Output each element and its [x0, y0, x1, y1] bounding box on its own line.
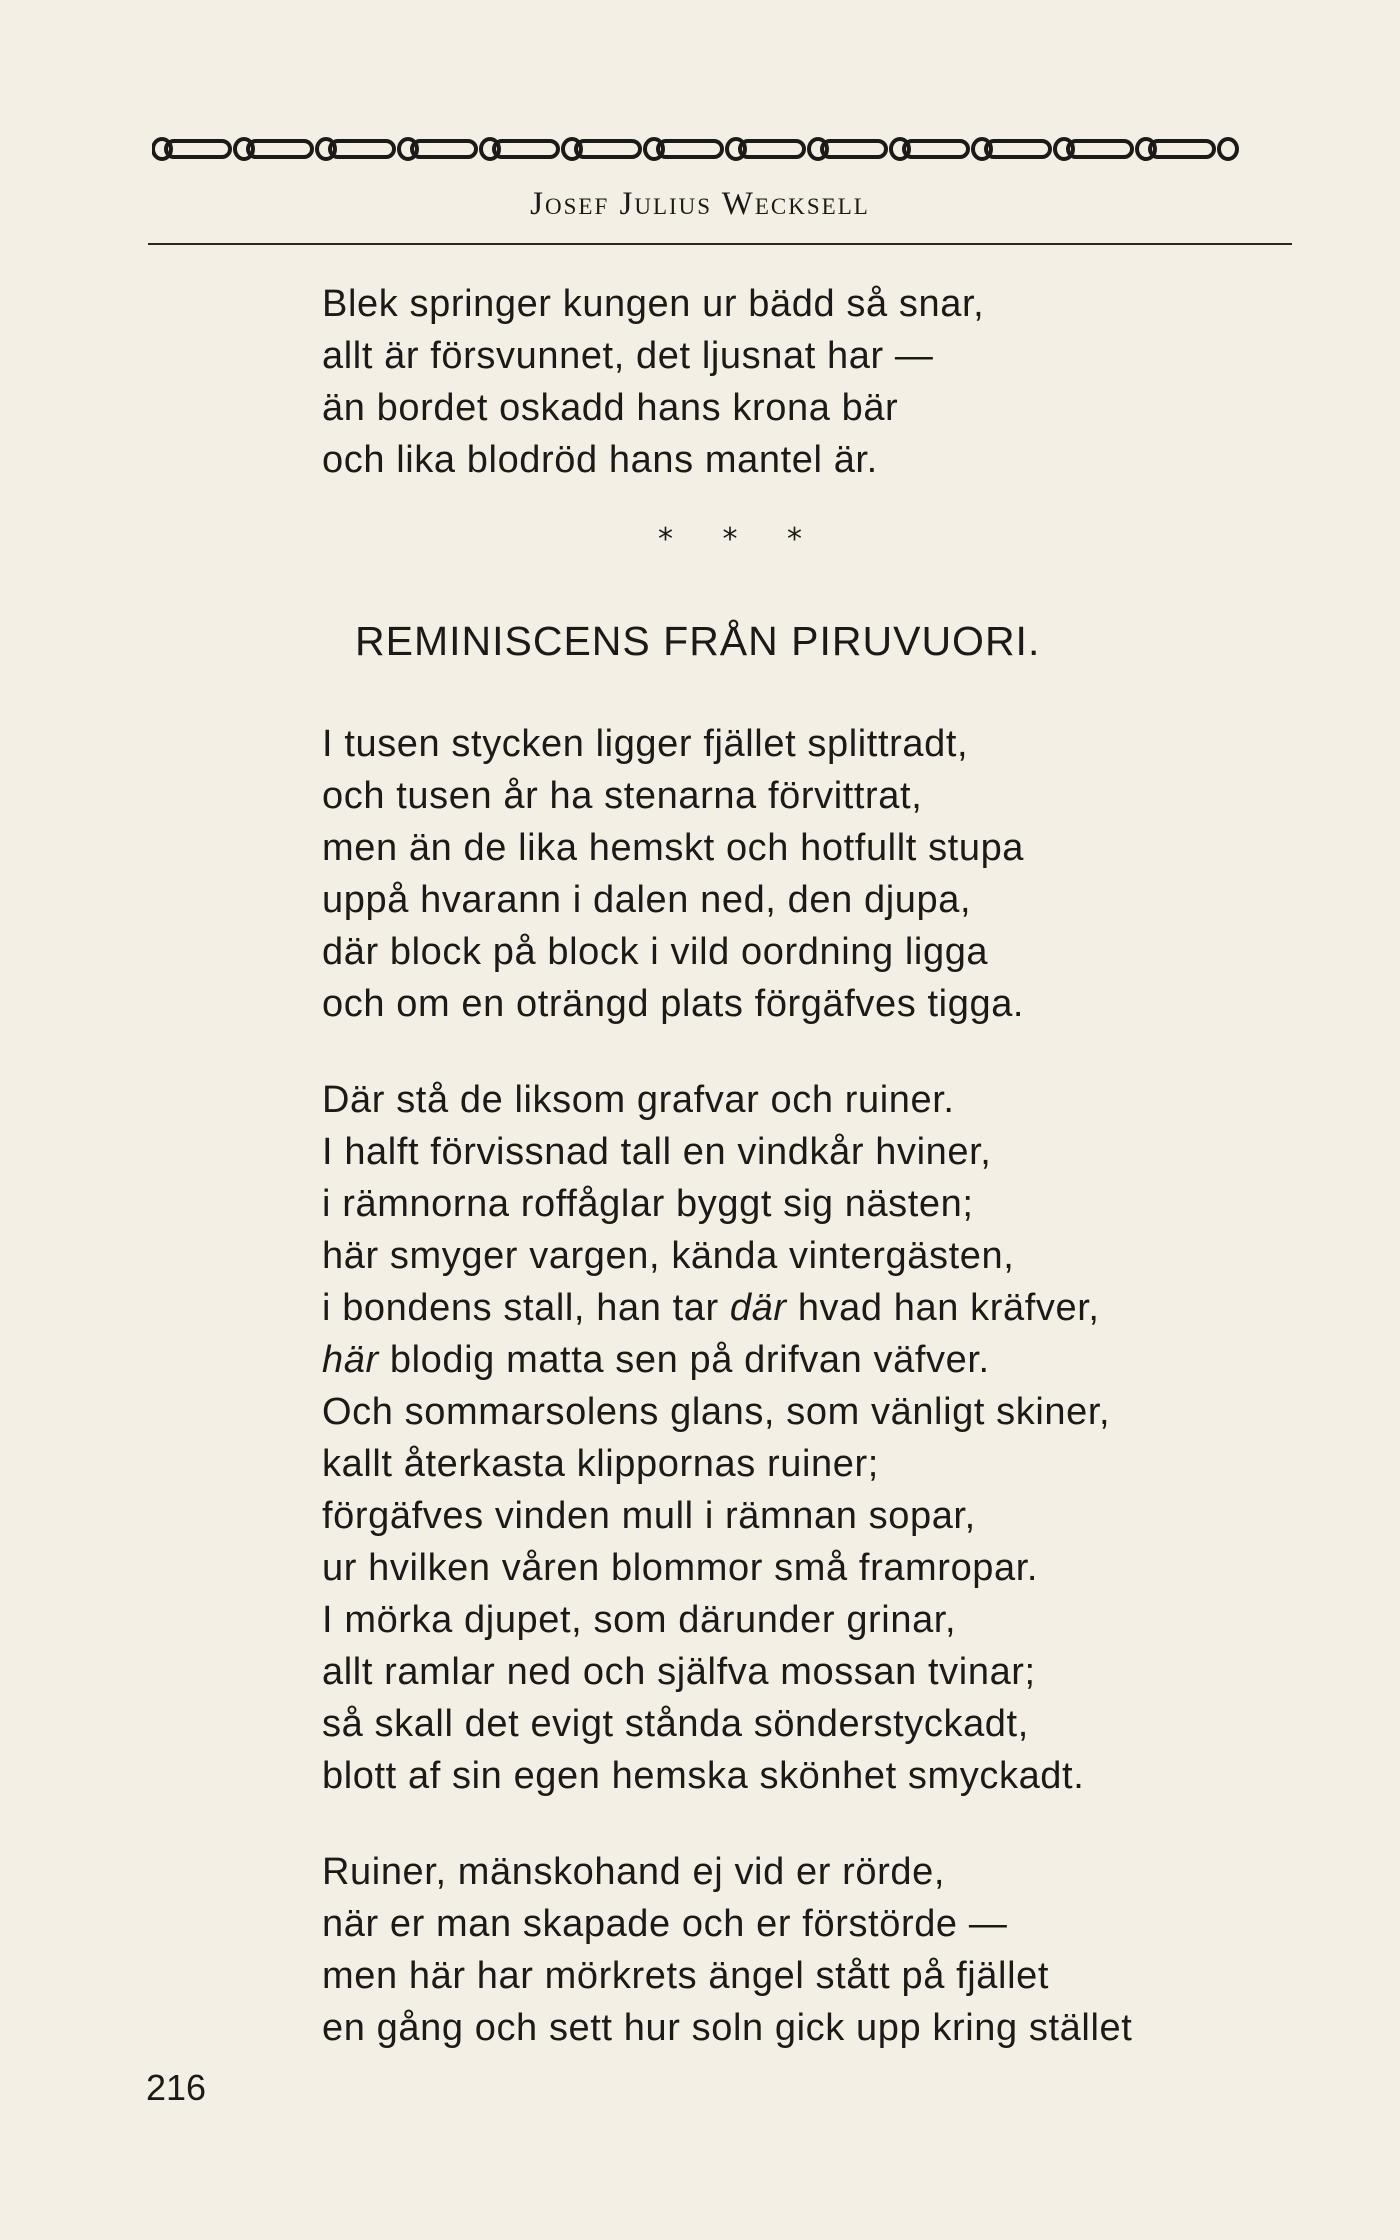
poem-line: i rämnorna roffåglar byggt sig nästen; [322, 1183, 974, 1225]
poem-line: allt ramlar ned och själfva mossan tvinar; [322, 1651, 1036, 1693]
poem-line: när er man skapade och er förstörde — [322, 1903, 1008, 1945]
poem-line: och om en oträngd plats förgäfves tigga. [322, 983, 1025, 1025]
poem-line: kallt återkasta klippornas ruiner; [322, 1443, 879, 1485]
poem-line: och tusen år ha stenarna förvittrat, [322, 775, 923, 817]
stanza-2 [322, 718, 1322, 1030]
poem-title: REMINISCENS FRÅN PIRUVUORI. [355, 618, 1041, 664]
poem-line: en gång och sett hur soln gick upp kring stället [322, 2007, 1133, 2049]
poem-line: I tusen stycken ligger fjället splittradt, [322, 723, 969, 765]
poem-line: där block på block i vild oordning ligga [322, 931, 989, 973]
poem-line: blott af sin egen hemska skönhet smyckadt. [322, 1755, 1085, 1797]
poem-line: Och sommarsolens glans, som vänligt skiner, [322, 1391, 1111, 1433]
poem-line: ur hvilken våren blommor små framropar. [322, 1547, 1039, 1589]
running-head: Josef Julius Wecksell [530, 186, 870, 222]
poem-line: Blek springer kungen ur bädd så snar, [322, 283, 985, 325]
poem-line: Där stå de liksom grafvar och ruiner. [322, 1079, 955, 1121]
stanza-3 [322, 1074, 1322, 1802]
poem-line: I halft förvissnad tall en vindkår hviner, [322, 1131, 992, 1173]
poem-line: och lika blodröd hans mantel är. [322, 439, 878, 481]
poem-line: men än de lika hemskt och hotfullt stupa [322, 827, 1025, 869]
line-text: i bondens stall, han tar [322, 1287, 730, 1329]
poem-line: men här har mörkrets ängel stått på fjället [322, 1955, 1050, 1997]
line-text: hvad han kräfver, [786, 1287, 1100, 1329]
stanza-1 [322, 278, 1322, 486]
poem-line: I mörka djupet, som därunder grinar, [322, 1599, 957, 1641]
poem-line: Ruiner, mänskohand ej vid er rörde, [322, 1851, 945, 1893]
emphasis-word: där [729, 1287, 787, 1329]
poem-line: så skall det evigt stånda sönderstyckadt, [322, 1703, 1029, 1745]
stanza-4 [322, 1846, 1322, 2054]
section-separator: * * * [657, 522, 803, 557]
poem-line: förgäfves vinden mull i rämnan sopar, [322, 1495, 976, 1537]
chain-ornament-icon [152, 132, 1292, 166]
line-text: blodig matta sen på drifvan väfver. [378, 1339, 990, 1381]
poem-line [322, 1334, 1322, 1386]
poem-line: allt är försvunnet, det ljusnat har — [322, 335, 934, 377]
page-number: 216 [146, 2067, 207, 2108]
emphasis-word: här [322, 1339, 379, 1381]
poem-line: uppå hvarann i dalen ned, den djupa, [322, 879, 972, 921]
poem-line [322, 1282, 1322, 1334]
poem-line: än bordet oskadd hans krona bär [322, 387, 899, 429]
poem-line: här smyger vargen, kända vintergästen, [322, 1235, 1015, 1277]
header-rule [148, 243, 1292, 245]
